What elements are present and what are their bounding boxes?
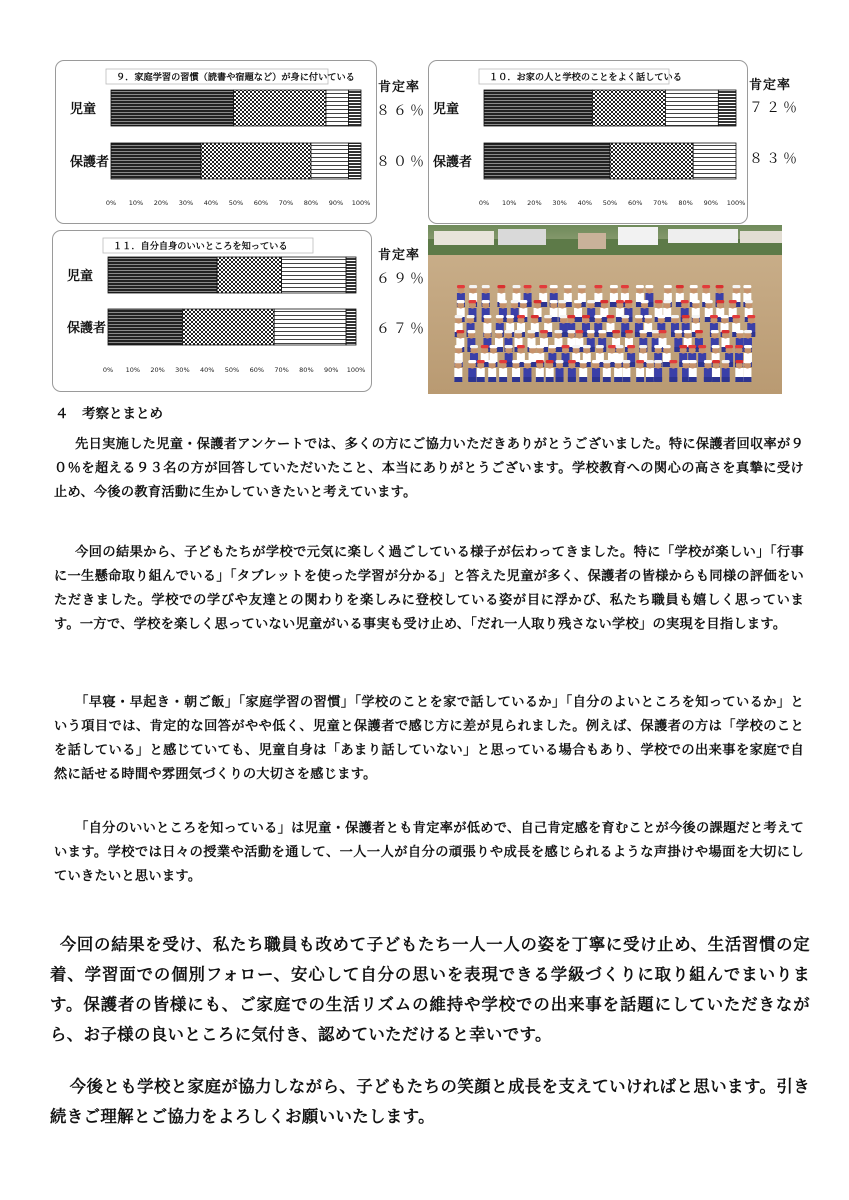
child-hat: [594, 285, 602, 288]
x-tick-label: 0%: [478, 199, 490, 207]
child-hat: [608, 345, 616, 348]
child-hat: [712, 360, 720, 363]
bar-segment: [592, 90, 665, 126]
child-hat: [578, 285, 586, 288]
child-hat: [735, 360, 743, 363]
chart-9-rate-parents: ８０％: [376, 154, 427, 170]
x-tick-label: 100%: [351, 199, 371, 207]
x-tick-label: 30%: [178, 199, 194, 207]
child-hat: [495, 330, 503, 333]
child-shorts: [574, 317, 582, 322]
child-hat: [544, 315, 552, 318]
chart-10-svg: [429, 61, 747, 223]
bar-segment: [282, 257, 346, 293]
child-hat: [567, 315, 575, 318]
bar-segment: [610, 143, 693, 179]
bar-segment: [234, 90, 327, 126]
child-hat: [512, 360, 520, 363]
child-hat: [716, 300, 724, 303]
child-hat: [627, 345, 635, 348]
child-hat: [592, 360, 600, 363]
child-hat: [583, 345, 591, 348]
child-hat: [657, 315, 665, 318]
child-hat: [745, 300, 753, 303]
child-hat: [603, 360, 611, 363]
x-tick-label: 10%: [128, 199, 144, 207]
child-hat: [659, 330, 667, 333]
child-hat: [732, 315, 740, 318]
child-shorts: [488, 377, 496, 382]
child-hat: [669, 360, 677, 363]
child-hat: [729, 300, 737, 303]
category-label: 保護者: [70, 155, 110, 170]
child-shorts: [477, 377, 485, 382]
child-hat: [499, 300, 507, 303]
closing-paragraph-1: 今回の結果を受け、私たち職員も改めて子どもたち一人一人の姿を丁寧に受け止め、生活習慣の定着、学習面での個別フォロー、安心して自分の思いを表現できる学級づくりに取り組んでまいります。保護者の皆様にも、ご家庭での生活リズムの維持や学校での出来事を話題にしていただきながら、お子様の良いところに気付き、認めていただけると幸いです。: [50, 935, 810, 1044]
child-shorts: [468, 377, 476, 382]
child-hat: [736, 330, 744, 333]
child-hat: [621, 315, 629, 318]
chart-9-svg: [56, 61, 376, 223]
child-hat: [467, 315, 475, 318]
chart-11-rate-children: ６９％: [376, 271, 427, 287]
closing-paragraph-2: 今後とも学校と家庭が協力しながら、子どもたちの笑顔と成長を支えていければと思います。引き続きご理解とご協力をよろしくお願いいたします。: [50, 1077, 810, 1126]
child-hat: [556, 360, 564, 363]
body-paragraph-4: 「自分のいいところを知っている」は児童・保護者とも肯定率が低めで、自己肯定感を育むことが今後の課題だと考えています。学校では日々の授業や活動を通して、一人一人が自分の頑張りや成長を感じられるような声掛けや場面を大切にしていきたいと思います。: [54, 821, 804, 884]
child-hat: [612, 330, 620, 333]
child-hat: [558, 300, 566, 303]
child-hat: [674, 330, 682, 333]
child-hat: [635, 315, 643, 318]
x-tick-label: 30%: [552, 199, 567, 207]
x-tick-label: 0%: [102, 366, 114, 374]
child-shorts: [614, 377, 622, 382]
child-shorts: [722, 377, 730, 382]
child-hat: [523, 360, 531, 363]
child-shorts: [556, 377, 564, 382]
child-hat: [676, 285, 684, 288]
child-hat: [664, 285, 672, 288]
child-shorts: [546, 377, 554, 382]
category-label: 児童: [70, 102, 97, 117]
child-hat: [594, 315, 602, 318]
child-hat: [682, 315, 690, 318]
child-hat: [705, 300, 713, 303]
child-shorts: [568, 377, 576, 382]
child-hat: [716, 285, 724, 288]
child-hat: [712, 345, 720, 348]
child-hat: [564, 285, 572, 288]
child-hat: [610, 285, 618, 288]
child-hat: [695, 330, 703, 333]
child-hat: [679, 345, 687, 348]
x-tick-label: 20%: [153, 199, 169, 207]
child-hat: [725, 345, 733, 348]
child-hat: [644, 315, 652, 318]
child-hat: [496, 315, 504, 318]
bar-segment: [484, 90, 592, 126]
child-hat: [596, 345, 604, 348]
child-shorts: [704, 377, 712, 382]
child-hat: [548, 345, 556, 348]
x-tick-label: 60%: [627, 199, 643, 207]
child-hat: [690, 285, 698, 288]
x-tick-label: 50%: [602, 199, 618, 207]
chart-title: ９．家庭学習の習慣（読書や宿題など）が身に付いている: [116, 72, 355, 83]
child-hat: [747, 315, 755, 318]
child-hat: [655, 300, 663, 303]
bar-segment: [108, 257, 217, 293]
chart-9-rate-header: 肯定率: [378, 80, 421, 95]
child-hat: [455, 315, 463, 318]
child-hat: [710, 315, 718, 318]
bar-segment: [349, 143, 362, 179]
child-hat: [575, 330, 583, 333]
child-hat: [688, 345, 696, 348]
child-hat: [711, 330, 719, 333]
child-hat: [663, 345, 671, 348]
bar-segment: [349, 90, 362, 126]
child-hat: [574, 300, 582, 303]
child-hat: [681, 300, 689, 303]
bar-segment: [665, 90, 718, 126]
chart-10-rate-header: 肯定率: [749, 78, 792, 93]
child-shorts: [499, 377, 507, 382]
child-hat: [598, 330, 606, 333]
x-tick-label: 60%: [253, 199, 269, 207]
bar-segment: [201, 143, 311, 179]
child-hat: [621, 285, 629, 288]
child-hat: [600, 300, 608, 303]
chart-11-box: [52, 230, 372, 392]
child-hat: [468, 300, 476, 303]
child-hat: [641, 300, 649, 303]
x-tick-label: 10%: [501, 199, 517, 207]
x-tick-label: 20%: [527, 199, 542, 207]
child-shorts: [523, 377, 531, 382]
child-hat: [689, 360, 697, 363]
child-shorts: [646, 377, 654, 382]
child-shorts: [512, 377, 520, 382]
child-hat: [454, 360, 462, 363]
child-hat: [457, 285, 465, 288]
child-hat: [722, 330, 730, 333]
child-hat: [483, 315, 491, 318]
child-hat: [469, 285, 477, 288]
child-hat: [519, 300, 527, 303]
child-hat: [470, 345, 478, 348]
child-hat: [517, 345, 525, 348]
chart-10-box: [428, 60, 748, 224]
x-tick-label: 90%: [703, 199, 719, 207]
child-hat: [534, 300, 542, 303]
child-shorts: [669, 377, 677, 382]
x-tick-label: 40%: [577, 199, 593, 207]
child-hat: [554, 330, 562, 333]
child-hat: [624, 300, 632, 303]
child-hat: [550, 300, 558, 303]
chart-title: １１．自分自身のいいところを知っている: [113, 241, 288, 252]
child-hat: [559, 315, 567, 318]
bar-segment: [346, 257, 356, 293]
chart-title: １０．お家の人と学校のことをよく話している: [489, 72, 682, 83]
child-shorts: [654, 377, 662, 382]
x-tick-label: 30%: [175, 366, 190, 374]
bar-segment: [217, 257, 281, 293]
child-shorts: [536, 377, 544, 382]
child-shorts: [454, 377, 462, 382]
bar-segment: [484, 143, 610, 179]
child-hat: [636, 360, 644, 363]
bar-segment: [311, 143, 349, 179]
child-hat: [540, 330, 548, 333]
child-hat: [536, 345, 544, 348]
x-tick-label: 100%: [726, 199, 746, 207]
child-hat: [744, 330, 752, 333]
bar-segment: [693, 143, 736, 179]
bar-segment: [718, 90, 736, 126]
child-hat: [467, 330, 475, 333]
child-hat: [732, 285, 740, 288]
child-hat: [511, 300, 519, 303]
child-hat: [671, 315, 679, 318]
child-hat: [506, 315, 514, 318]
child-hat: [616, 300, 624, 303]
x-tick-label: 90%: [323, 366, 339, 374]
x-tick-label: 0%: [105, 199, 117, 207]
child-shorts: [636, 377, 644, 382]
child-hat: [614, 360, 622, 363]
chart-10-rate-children: ７２％: [749, 100, 800, 116]
child-hat: [505, 345, 513, 348]
category-label: 保護者: [433, 155, 473, 170]
child-hat: [482, 300, 490, 303]
child-hat: [483, 330, 491, 333]
child-hat: [692, 315, 700, 318]
child-shorts: [592, 377, 600, 382]
child-hat: [579, 360, 587, 363]
child-hat: [652, 330, 660, 333]
child-shorts: [603, 377, 611, 382]
chart-11-rate-header: 肯定率: [378, 248, 421, 263]
child-hat: [587, 330, 595, 333]
bar-segment: [111, 143, 201, 179]
child-hat: [531, 315, 539, 318]
child-shorts: [712, 377, 720, 382]
child-hat: [646, 360, 654, 363]
child-hat: [488, 360, 496, 363]
child-hat: [455, 345, 463, 348]
child-hat: [684, 330, 692, 333]
child-hat: [546, 360, 554, 363]
child-hat: [639, 345, 647, 348]
child-hat: [744, 345, 752, 348]
child-hat: [489, 345, 497, 348]
chart-9-rate-children: ８６％: [376, 103, 427, 119]
chart-11-svg: [53, 231, 371, 391]
child-hat: [562, 345, 570, 348]
x-tick-label: 60%: [249, 366, 265, 374]
chart-10-rate-parents: ８３％: [749, 151, 800, 167]
child-hat: [468, 360, 476, 363]
child-hat: [550, 285, 558, 288]
child-hat: [529, 345, 537, 348]
x-tick-label: 70%: [278, 199, 294, 207]
child-hat: [639, 330, 647, 333]
child-hat: [735, 345, 743, 348]
x-tick-label: 20%: [150, 366, 165, 374]
x-tick-label: 40%: [203, 199, 219, 207]
x-tick-label: 100%: [346, 366, 366, 374]
child-hat: [636, 285, 644, 288]
child-hat: [482, 285, 490, 288]
child-hat: [515, 330, 523, 333]
chart-11-rate-parents: ６７％: [376, 321, 427, 337]
child-hat: [582, 315, 590, 318]
section-heading: ４ 考察とまとめ: [55, 406, 163, 422]
child-hat: [477, 360, 485, 363]
child-hat: [456, 330, 464, 333]
category-label: 児童: [67, 269, 94, 284]
category-label: 児童: [433, 102, 460, 117]
bar-segment: [326, 90, 349, 126]
child-hat: [499, 360, 507, 363]
child-hat: [528, 330, 536, 333]
group-photo-illustration: [428, 225, 782, 394]
child-hat: [645, 285, 653, 288]
x-tick-label: 70%: [274, 366, 289, 374]
child-hat: [654, 345, 662, 348]
child-hat: [505, 330, 513, 333]
child-hat: [567, 330, 575, 333]
child-hat: [743, 360, 751, 363]
body-paragraph-2: 今回の結果から、子どもたちが学校で元気に楽しく過ごしている様子が伝わってきました。特に「学校が楽しい」「行事に一生懸命取り組んでいる」「タブレットを使った学習が分かる」と答えた児童が多く、保護者の皆様からも同様の評価をいただきました。学校での学びや友達との関わりを楽しみに登校している姿が目に浮かび、私たち職員も嬉しく思っています。一方で、学校を楽しく思っていない児童がいる事実も受け止め、「だれ一人取り残さない学校」の実現を目指します。: [54, 545, 804, 632]
child-hat: [457, 300, 465, 303]
x-tick-label: 80%: [299, 366, 314, 374]
child-shorts: [622, 377, 630, 382]
x-tick-label: 80%: [678, 199, 693, 207]
child-hat: [517, 315, 525, 318]
child-hat: [625, 330, 633, 333]
child-hat: [663, 300, 671, 303]
bar-segment: [111, 90, 234, 126]
child-hat: [622, 360, 630, 363]
bar-segment: [182, 309, 274, 345]
child-shorts: [735, 377, 743, 382]
child-hat: [497, 285, 505, 288]
child-hat: [704, 360, 712, 363]
child-hat: [692, 300, 700, 303]
child-hat: [512, 285, 520, 288]
child-hat: [568, 360, 576, 363]
child-hat: [536, 360, 544, 363]
x-tick-label: 40%: [199, 366, 215, 374]
x-tick-label: 50%: [224, 366, 240, 374]
body-paragraph-3: 「早寝・早起き・朝ご飯」「家庭学習の習慣」「学校のことを家で話しているか」「自分のよいところを知っているか」という項目では、肯定的な回答がやや低く、児童と保護者で感じ方に差が見られました。例えば、保護者の方は「学校のことを話している」と感じていても、児童自身は「あまり話していない」と思っている場合もあり、学校での出来事を家庭で自然に話せる時間や雰囲気づくりの大切さを感じます。: [54, 695, 804, 782]
child-shorts: [579, 377, 587, 382]
x-tick-label: 70%: [653, 199, 668, 207]
child-hat: [654, 360, 662, 363]
child-hat: [481, 345, 489, 348]
child-hat: [572, 345, 580, 348]
x-tick-label: 80%: [303, 199, 319, 207]
x-tick-label: 90%: [328, 199, 344, 207]
child-shorts: [743, 377, 751, 382]
child-shorts: [689, 377, 697, 382]
child-hat: [698, 345, 706, 348]
x-tick-label: 50%: [228, 199, 244, 207]
child-hat: [606, 315, 614, 318]
bar-segment: [346, 309, 356, 345]
child-hat: [721, 315, 729, 318]
child-hat: [743, 285, 751, 288]
body-paragraph-1: 先日実施した児童・保護者アンケートでは、多くの方にご協力いただきありがとうございました。特に保護者回収率が９０％を超える９３名の方が回答していただいたこと、本当にありがとうございます。学校教育への関心の高さを真摯に受け止め、今後の教育活動に生かしていきたいと考えています。: [54, 437, 804, 500]
bar-segment: [108, 309, 182, 345]
chart-9-box: [55, 60, 377, 224]
child-shorts: [663, 362, 671, 367]
bar-segment: [274, 309, 346, 345]
child-hat: [524, 285, 532, 288]
child-hat: [722, 360, 730, 363]
group-photo: [428, 225, 782, 394]
x-tick-label: 10%: [125, 366, 141, 374]
child-hat: [702, 285, 710, 288]
category-label: 保護者: [67, 321, 107, 336]
child-hat: [587, 300, 595, 303]
child-hat: [616, 345, 624, 348]
child-hat: [539, 285, 547, 288]
